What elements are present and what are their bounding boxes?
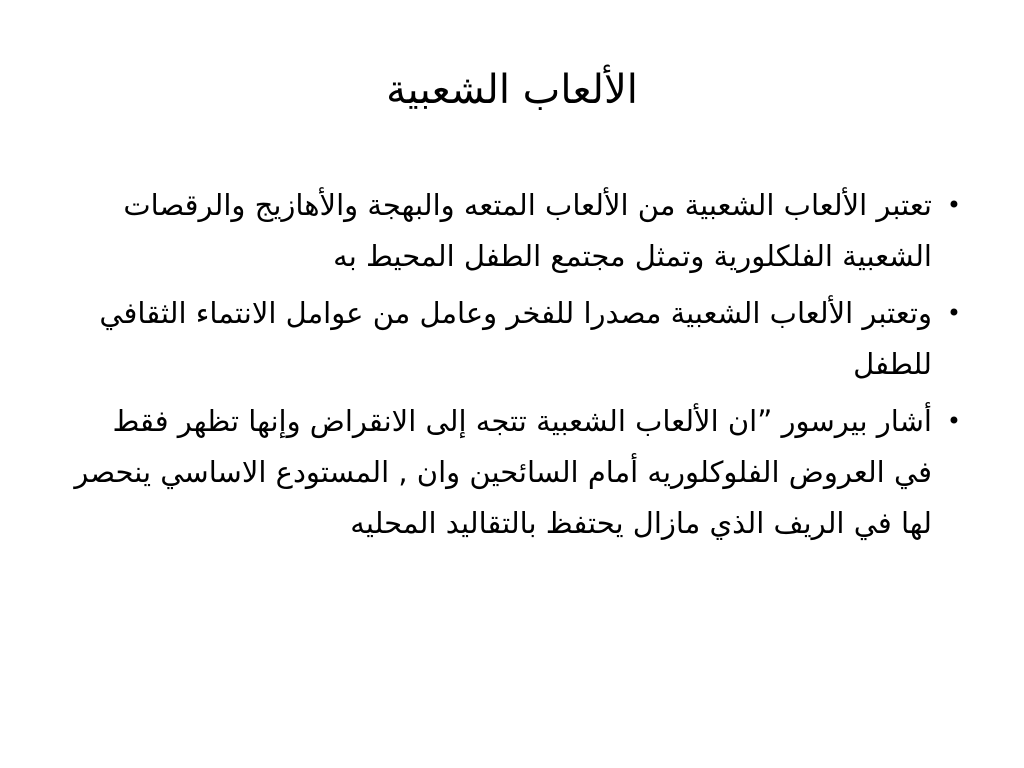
bullet-text: وتعتبر الألعاب الشعبية مصدرا للفخر وعامل من عوامل الانتماء الثقافي للطفل	[99, 296, 932, 381]
bullet-dot-icon: •	[946, 191, 962, 219]
bullet-item	[70, 396, 962, 549]
bullet-text: أشار بيرسور ”ان الألعاب الشعبية تتجه إلى الانقراض وإنها تظهر فقط في العروض الفلوكلوريه أمام السائحين وان , المستودع الاساسي ينحصر لها في الريف الذي مازال يحتفظ بالتقاليد المحليه	[74, 404, 932, 540]
bullet-item	[70, 180, 962, 282]
bullet-dot-icon: •	[946, 299, 962, 327]
bullet-text: تعتبر الألعاب الشعبية من الألعاب المتعه والبهجة والأهازيج والرقصات الشعبية الفلكلورية وتمثل مجتمع الطفل المحيط به	[123, 188, 932, 273]
slide-title: الألعاب الشعبية	[386, 67, 638, 113]
bullet-list	[70, 180, 962, 555]
bullet-item	[70, 288, 962, 390]
bullet-dot-icon: •	[946, 407, 962, 435]
